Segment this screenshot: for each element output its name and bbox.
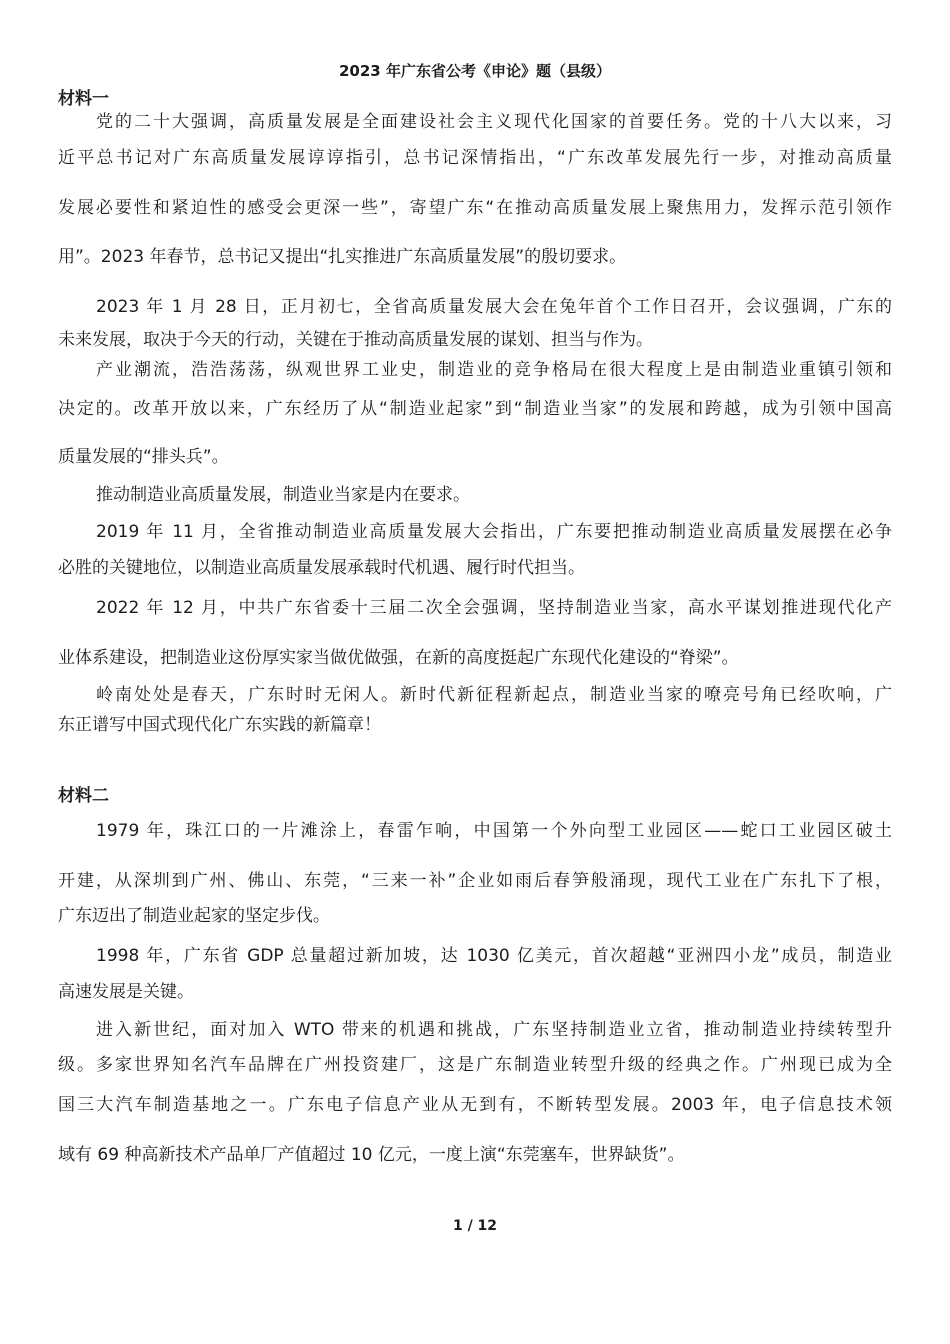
paragraph-line: 开建，从深圳到广州、佛山、东莞，“三来一补”企业如雨后春笋般涌现，现代工业在广东扎下了根， xyxy=(58,871,892,891)
paragraph-line: 2019 年 11 月，全省推动制造业高质量发展大会指出，广东要把推动制造业高质量发展摆在必争 xyxy=(96,522,892,542)
paragraph-line: 业体系建设，把制造业这份厚实家当做优做强，在新的高度挺起广东现代化建设的“脊梁”。 xyxy=(58,648,739,668)
paragraph-line: 推动制造业高质量发展，制造业当家是内在要求。 xyxy=(96,485,470,505)
paragraph-line: 产业潮流，浩浩荡荡，纵观世界工业史，制造业的竞争格局在很大程度上是由制造业重镇引领和 xyxy=(96,360,892,380)
paragraph-line: 域有 69 种高新技术产品单厂产值超过 10 亿元，一度上演“东莞塞车，世界缺货”。 xyxy=(58,1145,685,1165)
paragraph-line: 广东迈出了制造业起家的坚定步伐。 xyxy=(58,906,330,926)
page-number: 1 / 12 xyxy=(452,1218,498,1234)
paragraph-line: 必胜的关键地位，以制造业高质量发展承载时代机遇、履行时代担当。 xyxy=(58,558,585,578)
paragraph-line: 1979 年，珠江口的一片滩涂上，春雷乍响，中国第一个外向型工业园区——蛇口工业园区破土 xyxy=(96,821,892,841)
paragraph-line: 岭南处处是春天，广东时时无闲人。新时代新征程新起点，制造业当家的嘹亮号角已经吹响，广 xyxy=(96,685,892,705)
paragraph-line: 党的二十大强调，高质量发展是全面建设社会主义现代化国家的首要任务。党的十八大以来，习 xyxy=(96,112,892,132)
paragraph-line: 质量发展的“排头兵”。 xyxy=(58,447,229,467)
paragraph-line: 近平总书记对广东高质量发展谆谆指引，总书记深情指出，“广东改革发展先行一步，对推动高质量 xyxy=(58,148,892,168)
section-heading: 材料一 xyxy=(58,89,109,109)
document-title: 2023 年广东省公考《申论》题（县级） xyxy=(339,62,611,80)
paragraph-line: 级。多家世界知名汽车品牌在广州投资建厂，这是广东制造业转型升级的经典之作。广州现已成为全 xyxy=(58,1055,892,1075)
paragraph-line: 国三大汽车制造基地之一。广东电子信息产业从无到有，不断转型发展。2003 年，电子信息技术领 xyxy=(58,1095,892,1115)
paragraph-line: 东正谱写中国式现代化广东实践的新篇章！ xyxy=(58,715,381,735)
paragraph-line: 未来发展，取决于今天的行动，关键在于推动高质量发展的谋划、担当与作为。 xyxy=(58,330,653,350)
paragraph-line: 决定的。改革开放以来，广东经历了从“制造业起家”到“制造业当家”的发展和跨越，成为引领中国高 xyxy=(58,399,892,419)
paragraph-line: 用”。2023 年春节，总书记又提出“扎实推进广东高质量发展”的殷切要求。 xyxy=(58,247,627,267)
paragraph-line: 2022 年 12 月，中共广东省委十三届二次全会强调，坚持制造业当家，高水平谋划推进现代化产 xyxy=(96,598,892,618)
paragraph-line: 发展必要性和紧迫性的感受会更深一些”，寄望广东“在推动高质量发展上聚焦用力，发挥示范引领作 xyxy=(58,198,892,218)
paragraph-line: 高速发展是关键。 xyxy=(58,982,194,1002)
section-heading: 材料二 xyxy=(58,786,109,806)
paragraph-line: 1998 年，广东省 GDP 总量超过新加坡，达 1030 亿美元，首次超越“亚洲四小龙”成员，制造业 xyxy=(96,946,892,966)
paragraph-line: 2023 年 1 月 28 日，正月初七，全省高质量发展大会在兔年首个工作日召开，会议强调，广东的 xyxy=(96,297,892,317)
paragraph-line: 进入新世纪，面对加入 WTO 带来的机遇和挑战，广东坚持制造业立省，推动制造业持续转型升 xyxy=(96,1020,892,1040)
